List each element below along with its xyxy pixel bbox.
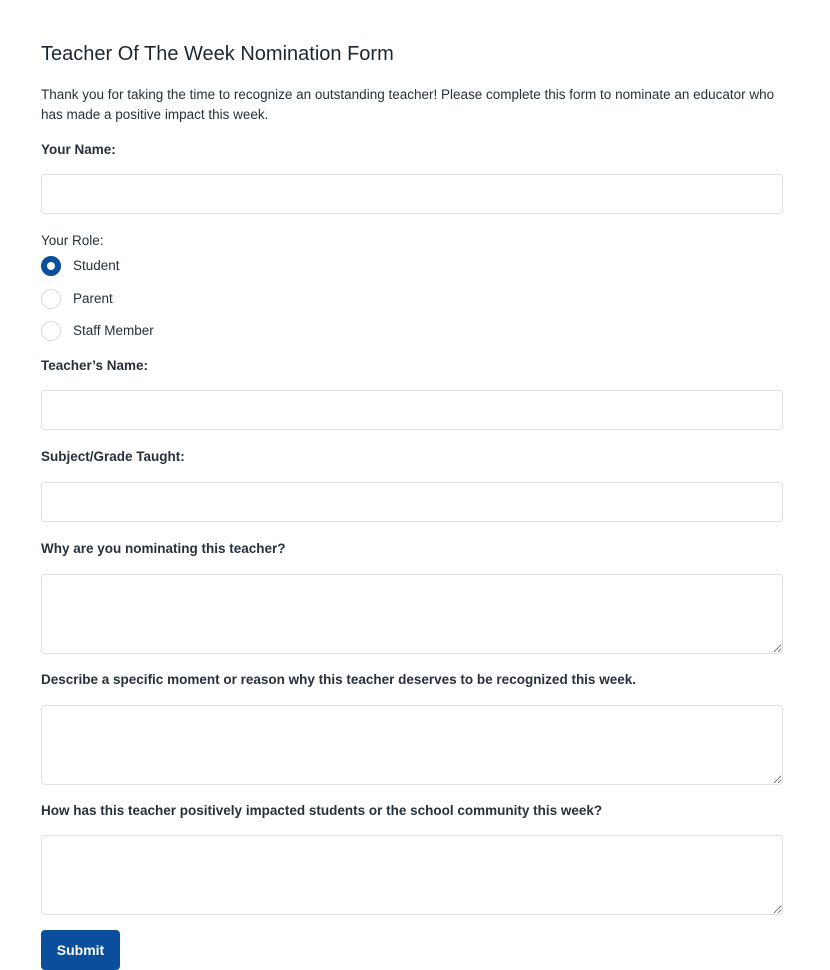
role-option-student[interactable]: [41, 256, 783, 276]
radio-student-label: Student: [73, 258, 120, 273]
why-nominate-textarea[interactable]: [41, 574, 783, 654]
form-intro: Thank you for taking the time to recognize an outstanding teacher! Please complete this form to nominate an educator who has made a positive impact this week.: [41, 87, 775, 122]
radio-parent-label: Parent: [73, 291, 113, 306]
specific-moment-label: Describe a specific moment or reason why this teacher deserves to be recognized this week.: [41, 672, 636, 687]
role-radio-group: [41, 256, 783, 341]
impact-label: How has this teacher positively impacted students or the school community this week?: [41, 803, 603, 818]
role-option-parent[interactable]: [41, 289, 783, 309]
nomination-form: [41, 41, 783, 970]
your-name-input[interactable]: [41, 174, 783, 214]
role-option-staff-member[interactable]: [41, 321, 783, 341]
teacher-name-input[interactable]: [41, 390, 783, 430]
radio-staff-member-label: Staff Member: [73, 323, 154, 338]
submit-row: [41, 930, 783, 970]
radio-staff-member[interactable]: [41, 321, 61, 341]
subject-grade-input[interactable]: [41, 482, 783, 522]
your-role-label: Your Role:: [41, 233, 104, 248]
teacher-name-label: Teacher’s Name:: [41, 358, 149, 373]
subject-grade-label: Subject/Grade Taught:: [41, 449, 185, 464]
specific-moment-textarea[interactable]: [41, 705, 783, 785]
radio-student[interactable]: [41, 256, 61, 276]
your-name-label: Your Name:: [41, 142, 116, 157]
why-nominate-label: Why are you nominating this teacher?: [41, 541, 286, 556]
radio-parent[interactable]: [41, 289, 61, 309]
form-title: Teacher Of The Week Nomination Form: [41, 43, 394, 65]
impact-textarea[interactable]: [41, 835, 783, 915]
submit-button[interactable]: Submit: [41, 930, 120, 970]
